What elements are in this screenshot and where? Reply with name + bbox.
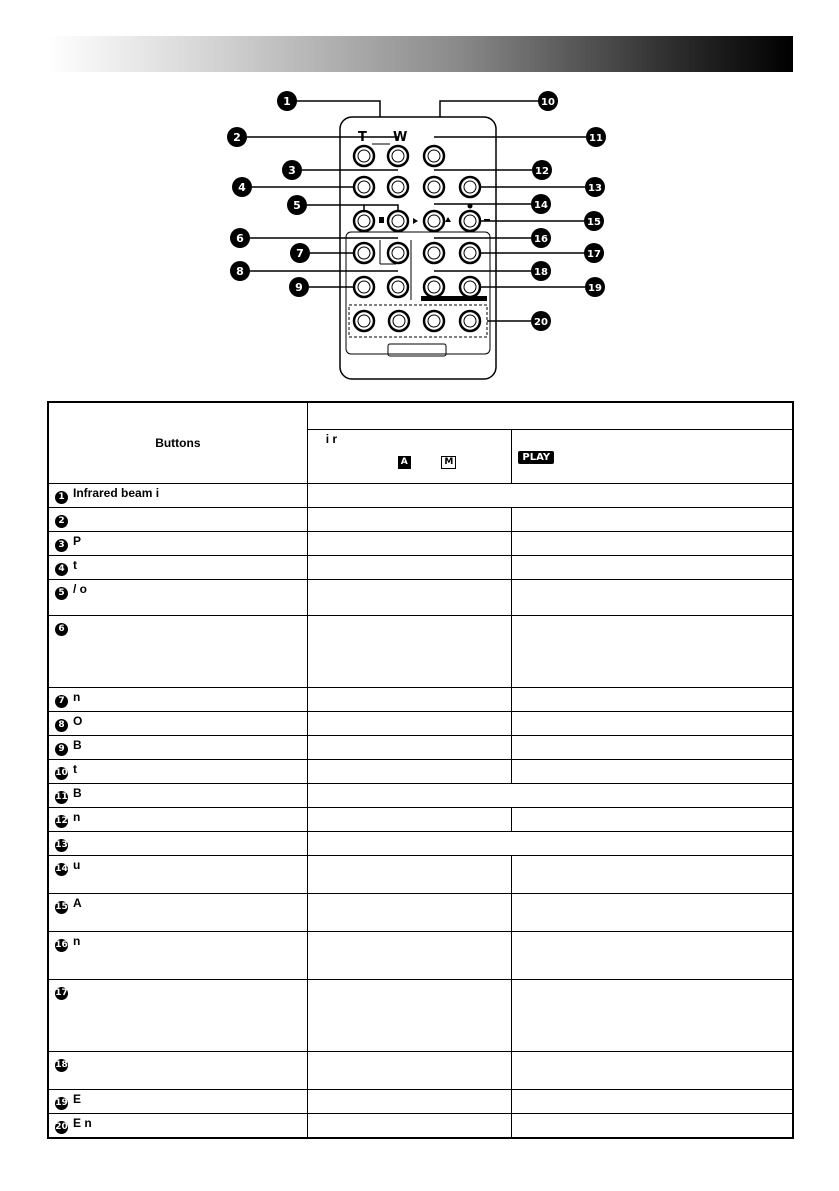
row-label: [48, 832, 307, 856]
row-label-text: n: [73, 810, 81, 824]
row-label: [48, 508, 307, 532]
row-label: [48, 856, 307, 894]
row-value-record: [307, 712, 512, 736]
play-mode-badge: PLAY: [518, 451, 554, 464]
row-label: [48, 484, 307, 508]
row-value-play: [512, 760, 793, 784]
row-label: [48, 894, 307, 932]
svg-text:20: 20: [534, 317, 548, 328]
row-value-play: [512, 980, 793, 1052]
row-value-record: [307, 688, 512, 712]
callout-18: [531, 261, 551, 281]
row-value-play: [512, 712, 793, 736]
callout-12: [532, 160, 552, 180]
row-value-record: [307, 808, 512, 832]
callout-6: [230, 228, 250, 248]
row-label: [48, 712, 307, 736]
row-value-play: [512, 616, 793, 688]
table-row: [48, 932, 793, 980]
callout-17: [584, 243, 604, 263]
header-record-mode: i r A M: [307, 430, 512, 484]
row-number-badge: 9: [55, 743, 68, 756]
svg-text:6: 6: [236, 232, 244, 245]
row-label: [48, 980, 307, 1052]
row-number-badge: 19: [55, 1098, 68, 1108]
svg-text:10: 10: [541, 97, 555, 108]
svg-text:2: 2: [233, 131, 241, 144]
row-label: [48, 736, 307, 760]
remote-diagram: [0, 0, 839, 395]
table-row: [48, 760, 793, 784]
row-value-play: [512, 532, 793, 556]
row-number-badge: 6: [55, 623, 68, 636]
table-row: [48, 484, 793, 508]
svg-text:3: 3: [288, 164, 296, 177]
callout-16: [531, 228, 551, 248]
row-label-text: u: [73, 858, 81, 872]
callout-8: [230, 261, 250, 281]
row-number-badge: 14: [55, 864, 68, 874]
row-value-record: [307, 508, 512, 532]
svg-text:18: 18: [534, 267, 548, 278]
row-number-badge: 8: [55, 719, 68, 732]
callout-13: [585, 177, 605, 197]
svg-text:12: 12: [535, 166, 549, 177]
row-value-span: [307, 832, 793, 856]
table-row: [48, 616, 793, 688]
header-play-mode: [512, 430, 793, 484]
row-value-record: [307, 556, 512, 580]
row-label-text: Infrared beam i: [73, 486, 160, 500]
svg-text:14: 14: [534, 200, 548, 211]
row-label-text: E n: [73, 1116, 92, 1130]
row-value-span: [307, 484, 793, 508]
row-label-text: P: [73, 534, 82, 548]
row-value-record: [307, 532, 512, 556]
table-row: [48, 556, 793, 580]
row-label: [48, 932, 307, 980]
svg-text:1: 1: [283, 95, 291, 108]
row-number-badge: 5: [55, 587, 68, 600]
row-number-badge: 3: [55, 539, 68, 552]
row-label: [48, 688, 307, 712]
table-row: [48, 980, 793, 1052]
table-row: [48, 580, 793, 616]
table-row: [48, 508, 793, 532]
table-row: [48, 808, 793, 832]
row-value-record: [307, 760, 512, 784]
callout-20: [531, 311, 551, 331]
row-number-badge: 13: [55, 840, 68, 850]
row-value-record: [307, 932, 512, 980]
row-value-play: [512, 580, 793, 616]
row-value-play: [512, 894, 793, 932]
row-value-play: [512, 1090, 793, 1114]
row-value-record: [307, 736, 512, 760]
callout-19: [585, 277, 605, 297]
table-row: [48, 784, 793, 808]
table-row: [48, 532, 793, 556]
row-label: [48, 760, 307, 784]
row-value-record: [307, 980, 512, 1052]
row-value-play: [512, 856, 793, 894]
row-value-play: [512, 688, 793, 712]
row-value-play: [512, 736, 793, 760]
table-row: [48, 1052, 793, 1090]
table-row: [48, 856, 793, 894]
mode-m-chip: M: [441, 456, 456, 469]
row-value-play: [512, 808, 793, 832]
table-row: [48, 1090, 793, 1114]
svg-text:7: 7: [296, 247, 304, 260]
row-label: [48, 1114, 307, 1138]
row-label-text: B: [73, 738, 82, 752]
callout-5: [287, 195, 307, 215]
row-number-badge: 16: [55, 940, 68, 950]
row-label-text: / o: [73, 582, 87, 596]
row-value-record: [307, 580, 512, 616]
svg-text:17: 17: [587, 249, 601, 260]
header-function: [307, 402, 793, 430]
row-value-record: [307, 894, 512, 932]
row-number-badge: 10: [55, 768, 68, 778]
row-value-record: [307, 1090, 512, 1114]
table-row: [48, 1114, 793, 1138]
row-number-badge: 1: [55, 491, 68, 504]
row-label-text: E: [73, 1092, 82, 1106]
row-label: [48, 556, 307, 580]
callout-1: [277, 91, 297, 111]
row-label-text: B: [73, 786, 82, 800]
row-label-text: t: [73, 762, 77, 776]
callout-4: [232, 177, 252, 197]
svg-text:15: 15: [587, 217, 601, 228]
svg-text:19: 19: [588, 283, 602, 294]
svg-text:16: 16: [534, 234, 548, 245]
row-label-text: O: [73, 714, 83, 728]
row-label: [48, 808, 307, 832]
row-number-badge: 20: [55, 1122, 68, 1132]
svg-text:4: 4: [238, 181, 246, 194]
row-label: [48, 1090, 307, 1114]
callout-14: [531, 194, 551, 214]
callout-7: [290, 243, 310, 263]
callout-3: [282, 160, 302, 180]
table-row: [48, 736, 793, 760]
row-value-record: [307, 1052, 512, 1090]
svg-text:5: 5: [293, 199, 301, 212]
row-value-span: [307, 784, 793, 808]
row-value-play: [512, 1052, 793, 1090]
zoom-w-label: W: [393, 130, 408, 145]
callout-2: [227, 127, 247, 147]
row-value-play: [512, 508, 793, 532]
row-number-badge: 4: [55, 563, 68, 576]
callout-10: [538, 91, 558, 111]
table-row: [48, 712, 793, 736]
row-value-play: [512, 556, 793, 580]
svg-text:8: 8: [236, 265, 244, 278]
callout-15: [584, 211, 604, 231]
row-number-badge: 7: [55, 695, 68, 708]
row-label: [48, 784, 307, 808]
row-label: [48, 532, 307, 556]
row-label: [48, 580, 307, 616]
row-number-badge: 12: [55, 816, 68, 826]
svg-text:13: 13: [588, 183, 602, 194]
row-label-text: n: [73, 934, 81, 948]
mode-a-chip: A: [398, 456, 411, 469]
row-label-text: A: [73, 896, 82, 910]
row-label-text: n: [73, 690, 81, 704]
row-value-record: [307, 856, 512, 894]
row-label-text: t: [73, 558, 77, 572]
callout-11: [586, 127, 606, 147]
table-row: [48, 894, 793, 932]
row-value-record: [307, 616, 512, 688]
table-row: [48, 832, 793, 856]
row-number-badge: 18: [55, 1060, 68, 1070]
row-number-badge: 2: [55, 515, 68, 528]
svg-text:11: 11: [589, 133, 603, 144]
row-number-badge: 15: [55, 902, 68, 912]
row-value-play: [512, 932, 793, 980]
row-label: [48, 616, 307, 688]
row-value-play: [512, 1114, 793, 1138]
zoom-t-label: T: [358, 130, 367, 145]
row-number-badge: 11: [55, 792, 68, 802]
svg-text:9: 9: [295, 281, 303, 294]
row-number-badge: 17: [55, 988, 68, 998]
row-value-record: [307, 1114, 512, 1138]
table-row: [48, 688, 793, 712]
buttons-table: [47, 401, 794, 1139]
callout-9: [289, 277, 309, 297]
row-label: [48, 1052, 307, 1090]
header-buttons: Buttons: [48, 402, 307, 484]
